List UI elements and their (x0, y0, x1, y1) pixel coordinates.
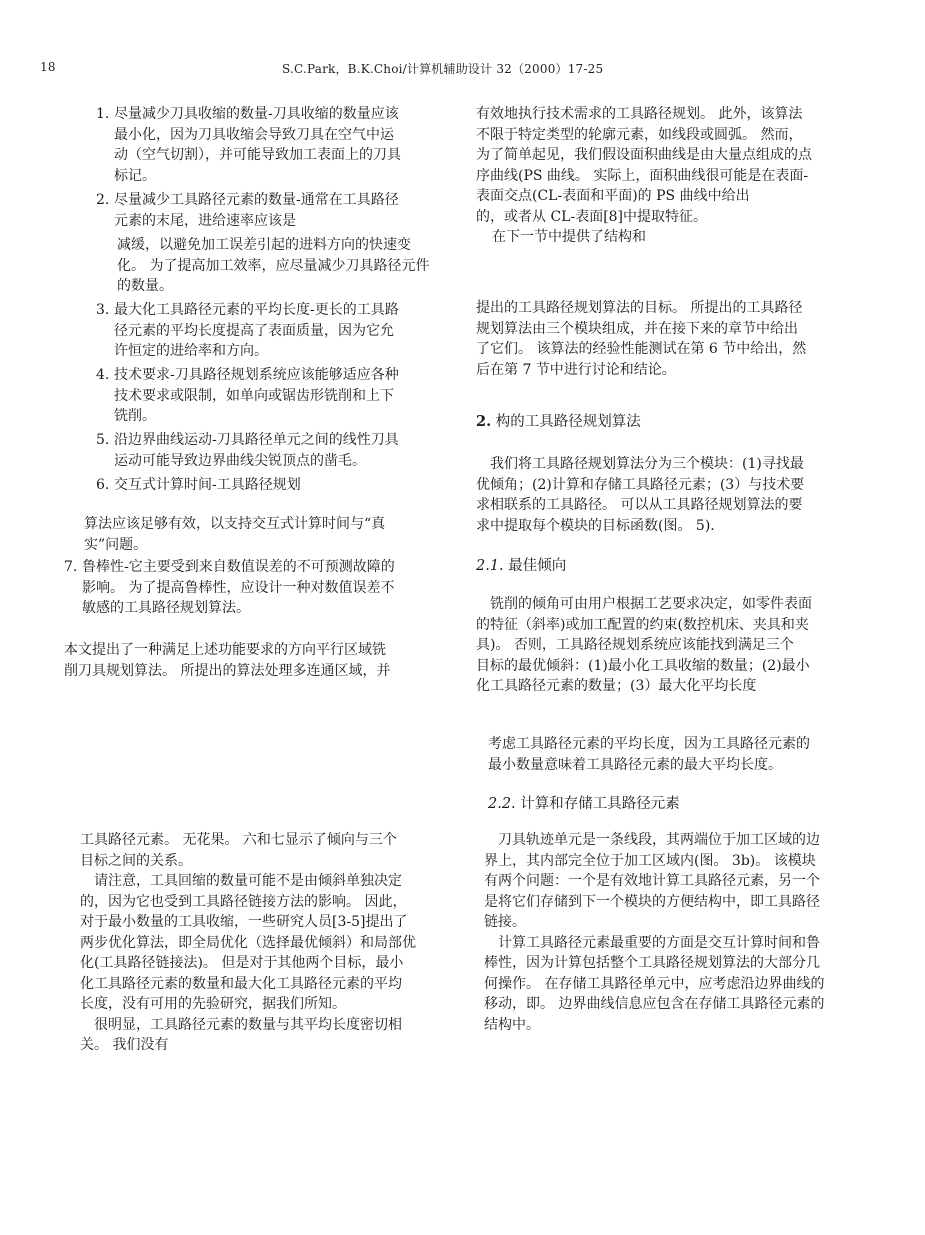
text-line: 化(工具路径链接法)。 但是对于其他两个目标，最小 (80, 955, 404, 971)
text-line: 鲁棒性-它主要受到来自数值误差的不可预测故障的 (82, 559, 395, 575)
text-line: 沿边界曲线运动-刀具路径单元之间的线性刀具 (114, 432, 399, 448)
text-line: 两步优化算法，即全局优化（选择最优倾斜）和局部优 (80, 934, 416, 951)
text-line: 对于最小数量的工具收缩，一些研究人员[3-5]提出了 (80, 914, 408, 930)
text-line: 求中提取每个模块的目标函数(图。 5). (476, 517, 715, 534)
text-line: 最大化工具路径元素的平均长度-更长的工具路 (114, 302, 399, 318)
text-line: 请注意，工具回缩的数量可能不是由倾斜单独决定 (94, 873, 402, 889)
text-line: 铣削。 (114, 408, 156, 424)
body-paragraph (476, 104, 856, 248)
list-number: 6. (96, 477, 110, 493)
text-line: 本文提出了一种满足上述功能要求的方向平行区域铣 (64, 642, 386, 658)
text-line: 链接。 (484, 914, 526, 930)
text-line: 具)。 否则，工具路径规划系统应该能找到满足三个 (476, 637, 794, 653)
text-line: 影响。 为了提高鲁棒性，应设计一种对数值误差不 (82, 579, 395, 596)
subsection-heading (488, 794, 858, 815)
text-line: 序曲线(PS 曲线。 实际上，面积曲线很可能是在表面- (476, 167, 809, 184)
text-line: 径元素的平均长度提高了表面质量，因为它允 (114, 322, 394, 339)
text-line: 元素的末尾，进给速率应该是 (114, 212, 296, 229)
text-line: 运动可能导致边界曲线尖锐顶点的凿毛。 (114, 452, 366, 469)
text-line: 尽量减少刀具收缩的数量-刀具收缩的数量应该 (114, 106, 399, 122)
text-line: 刀具轨迹单元是一条线段，其两端位于加工区域的边 (498, 832, 820, 848)
running-title: S.C.Park，B.K.Choi/计算机辅助设计 32（2000）17-25 (282, 62, 604, 76)
text-line: 后在第 7 节中进行讨论和结论。 (476, 361, 676, 378)
section-number: 2. (476, 413, 492, 430)
text-line: 化。 为了提高加工效率，应尽量减少刀具路径元件 (117, 257, 430, 274)
text-line: 提出的工具路径规划算法的目标。 所提出的工具路径 (476, 300, 803, 316)
subsection-title: 计算和存储工具路径元素 (520, 796, 680, 812)
list-item-continuation (84, 514, 444, 555)
subsection-number: 2.2. (488, 796, 516, 812)
text-line: 算法应该足够有效，以支持交互式计算时间与“真 (84, 516, 386, 532)
text-line: 有两个问题：一个是有效地计算工具路径元素，另一个 (484, 873, 820, 889)
text-line: 许恒定的进给率和方向。 (114, 343, 268, 359)
text-line: 关。 我们没有 (80, 1037, 169, 1053)
text-line: 削刀具规划算法。 所提出的算法处理多连通区域，并 (64, 662, 391, 679)
text-line: 交互式计算时间-工具路径规划 (114, 477, 301, 493)
text-line: 很明显，工具路径元素的数量与其平均长度密切相 (94, 1016, 402, 1033)
text-line: 尽量减少工具路径元素的数量-通常在工具路径 (114, 192, 399, 208)
body-paragraph (476, 594, 856, 697)
text-line: 化工具路径元素的数量；(3）最大化平均长度 (476, 678, 757, 694)
text-line: 表面交点(CL-表面和平面)的 PS 曲线中给出 (476, 188, 750, 204)
text-line: 标记。 (114, 167, 156, 184)
subsection-heading (476, 556, 856, 577)
text-line: 结构中。 (484, 1016, 540, 1033)
intro-paragraph (64, 640, 449, 681)
text-line: 为了简单起见，我们假设面积曲线是由大量点组成的点 (476, 147, 812, 163)
text-line: 有效地执行技术需求的工具路径规划。 此外，该算法 (476, 106, 803, 122)
subsection-title: 最佳倾向 (508, 558, 567, 574)
text-line: 考虑工具路径元素的平均长度，因为工具路径元素的 (488, 736, 810, 752)
list-number: 1. (96, 106, 110, 122)
list-item-continuation (117, 235, 457, 297)
section-heading (476, 412, 856, 433)
subsection-number: 2.1. (476, 558, 504, 574)
page-number: 18 (40, 60, 56, 74)
text-line: 最小化，因为刀具收缩会导致刀具在空气中运 (114, 126, 394, 143)
text-line: 目标之间的关系。 (80, 852, 192, 869)
text-line: 求相联系的工具路径。 可以从工具路径规划算法的要 (476, 497, 803, 513)
text-line: 的特征（斜率)或加工配置的约束(数控机床、夹具和夹 (476, 616, 809, 633)
text-line: 目标的最优倾斜：(1)最小化工具收缩的数量；(2)最小 (476, 657, 810, 674)
list-number: 7. (64, 559, 78, 575)
text-line: 何操作。 在存储工具路径单元中，应考虑沿边界曲线的 (484, 975, 825, 992)
body-paragraph (484, 830, 864, 1035)
list-number: 3. (96, 302, 110, 318)
text-line: 我们将工具路径规划算法分为三个模块：(1)寻找最 (490, 456, 804, 472)
text-line: 在下一节中提供了结构和 (492, 229, 646, 245)
body-paragraph (476, 298, 856, 380)
body-paragraph (80, 830, 455, 1056)
text-line: 优倾角；(2)计算和存储工具路径元素；(3）与技术要 (476, 476, 805, 493)
text-line: 工具路径元素。 无花果。 六和七显示了倾向与三个 (80, 832, 397, 848)
body-paragraph (488, 734, 863, 775)
text-line: 不限于特定类型的轮廓元素，如线段或圆弧。 然而， (476, 126, 803, 143)
text-line: 减缓，以避免加工误差引起的进料方向的快速变 (117, 237, 411, 253)
text-line: 铣削的倾角可由用户根据工艺要求决定，如零件表面 (490, 596, 812, 612)
body-paragraph (476, 454, 856, 536)
text-line: 敏感的工具路径规划算法。 (82, 600, 250, 616)
text-line: 界上，其内部完全位于加工区域内(图。 3b)。 该模块 (484, 852, 816, 869)
text-line: 化工具路径元素的数量和最大化工具路径元素的平均 (80, 975, 402, 992)
text-line: 计算工具路径元素最重要的方面是交互计算时间和鲁 (498, 934, 820, 951)
text-line: 是将它们存储到下一个模块的方便结构中，即工具路径 (484, 893, 820, 910)
text-line: 长度，没有可用的先验研究，据我们所知。 (80, 996, 346, 1012)
text-line: 了它们。 该算法的经验性能测试在第 6 节中给出，然 (476, 341, 807, 357)
text-line: 移动，即。 边界曲线信息应包含在存储工具路径元素的 (484, 996, 825, 1012)
text-line: 实”问题。 (84, 536, 148, 553)
text-line: 的，或者从 CL-表面[8]中提取特征。 (476, 208, 708, 225)
text-line: 技术要求-刀具路径规划系统应该能够适应各种 (114, 367, 399, 383)
list-number: 2. (96, 192, 110, 208)
text-line: 技术要求或限制，如单向或锯齿形铣削和上下 (114, 387, 394, 404)
text-line: 的，因为它也受到工具路径链接方法的影响。 因此， (80, 893, 407, 910)
text-line: 最小数量意味着工具路径元素的最大平均长度。 (488, 756, 782, 773)
list-number: 5. (96, 432, 110, 448)
text-line: 的数量。 (117, 278, 173, 294)
text-line: 棒性，因为计算包括整个工具路径规划算法的大部分几 (484, 955, 820, 971)
text-line: 规划算法由三个模块组成，并在接下来的章节中给出 (476, 320, 798, 337)
text-line: 动（空气切割），并可能导致加工表面上的刀具 (114, 147, 401, 163)
section-title: 构的工具路径规划算法 (495, 414, 641, 430)
list-number: 4. (96, 367, 110, 383)
